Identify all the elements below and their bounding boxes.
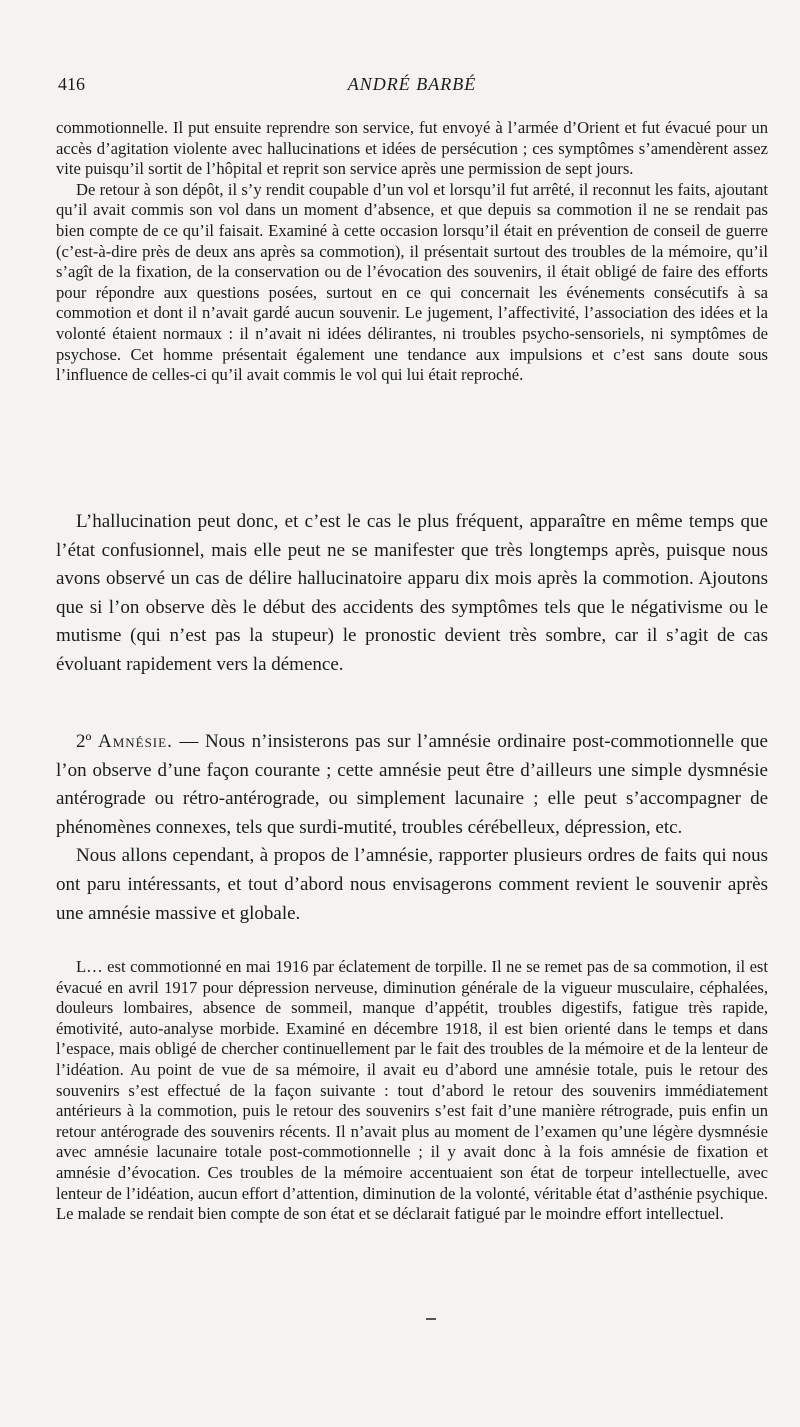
bottom-dash-mark bbox=[426, 1318, 436, 1320]
paragraph: Nous allons cependant, à propos de l’amnésie, rapporter plusieurs ordres de faits qui nous ont paru intéressants, et tout d’abord nous envisagerons comment revient le souvenir après une amnésie massive et globale. bbox=[56, 845, 768, 924]
paragraph: commotionnelle. Il put ensuite reprendre son service, fut envoyé à l’armée d’Orient et fut évacué pour un accès d’agitation violente avec hallucinations et idées de persécution ; ces symptômes s’amendèrent assez vite puisqu’il sortit de l’hôpital et reprit son service après une permission de sept jours. bbox=[56, 118, 768, 179]
running-title: ANDRÉ BARBÉ bbox=[347, 74, 477, 94]
hallucination-discussion bbox=[56, 508, 768, 680]
paragraph: L… est commotionné en mai 1916 par éclatement de torpille. Il ne se remet pas de sa commotion, il est évacué en avril 1917 pour dépression nerveuse, diminution générale de la vigueur musculaire, céphalées, douleurs lombaires, absence de sommeil, manque d’appétit, troubles digestifs, fatigue très rapide, émotivité, auto-analyse morbide. Examiné en décembre 1918, il est bien orienté dans le temps et dans l’espace, mais obligé de chercher continuellement par le fait des troubles de la mémoire et de la lenteur de l’idéation. Au point de vue de sa mémoire, il avait eu d’abord une amnésie totale, puis le retour des souvenirs s’est effectué de la façon suivante : tout d’abord le retour des souvenirs immédiatement antérieurs à la commotion, puis le retour des souvenirs s’est fait d’une manière rétrograde, puis enfin un retour antérograde des souvenirs récents. Il n’avait plus au moment de l’examen qu’une légère dysmnésie avec amnésie lacunaire totale post-commotionnelle ; il y avait donc à la fois amnésie de fixation et amnésie d’évocation. Ces troubles de la mémoire accentuaient son état de torpeur intellectuelle, avec lenteur de l’idéation, aucun effort d’attention, diminution de la volonté, véritable état d’asthénie psychique. Le malade se rendait bien compte de son état et se déclarait fatigué par le moindre effort intellectuel. bbox=[56, 957, 768, 1224]
amnesia-section bbox=[56, 728, 768, 928]
page-header bbox=[56, 74, 768, 102]
section-title: Amnésie. bbox=[97, 731, 173, 752]
paragraph: L’hallucination peut donc, et c’est le cas le plus fréquent, apparaître en même temps que l’état confusionnel, mais elle peut ne se manifester que très longtemps après, puisque nous avons observé un cas de délire hallucinatoire apparu dix mois après la commotion. Ajoutons que si l’on observe dès le début des accidents des symptômes tels que le négativisme ou le mutisme (qui n’est pas la stupeur) le pronostic devient très sombre, car il s’agit de cas évoluant rapidement vers la démence. bbox=[56, 511, 768, 675]
case-report-continued bbox=[56, 118, 768, 386]
paragraph: De retour à son dépôt, il s’y rendit coupable d’un vol et lorsqu’il fut arrêté, il reconnut les faits, ajoutant qu’il avait commis son vol dans un moment d’absence, et que depuis sa commotion il ne se rendait pas bien compte de ce qu’il faisait. Examiné à cette occasion lorsqu’il était en prévention de conseil de guerre (c’est-à-dire près de deux ans après sa commotion), il présentait surtout des troubles de la mémoire, qu’il s’agît de la fixation, de la conservation ou de l’évocation des souvenirs, il était obligé de faire des efforts pour répondre aux questions posées, surtout en ce qui concernait les événements consécutifs à sa commotion et dont il n’avait gardé aucun souvenir. Le jugement, l’affectivité, l’association des idées et la volonté étaient normaux : il n’avait ni idées délirantes, ni troubles psycho-sensoriels, ni symptômes de psychose. Cet homme présentait également une tendance aux impulsions et c’est sans doute sous l’influence de celles-ci qu’il avait commis le vol qui lui était reproché. bbox=[56, 179, 768, 385]
section-text: — Nous n’insisterons pas sur l’amnésie ordinaire post-commotionnelle que l’on observe d’une façon courante ; cette amnésie peut être d’ailleurs une simple dysmnésie antérograde ou rétro-antérograde, ou simplement lacunaire ; elle peut s’accompagner de phénomènes connexes, tels que surdi-mutité, troubles cérébelleux, dépression, etc. bbox=[56, 731, 768, 838]
section-number: 2º bbox=[76, 731, 92, 752]
case-report-l bbox=[56, 957, 768, 1225]
section-paragraph bbox=[56, 728, 768, 842]
book-page bbox=[56, 0, 768, 1427]
page-number: 416 bbox=[58, 74, 85, 94]
